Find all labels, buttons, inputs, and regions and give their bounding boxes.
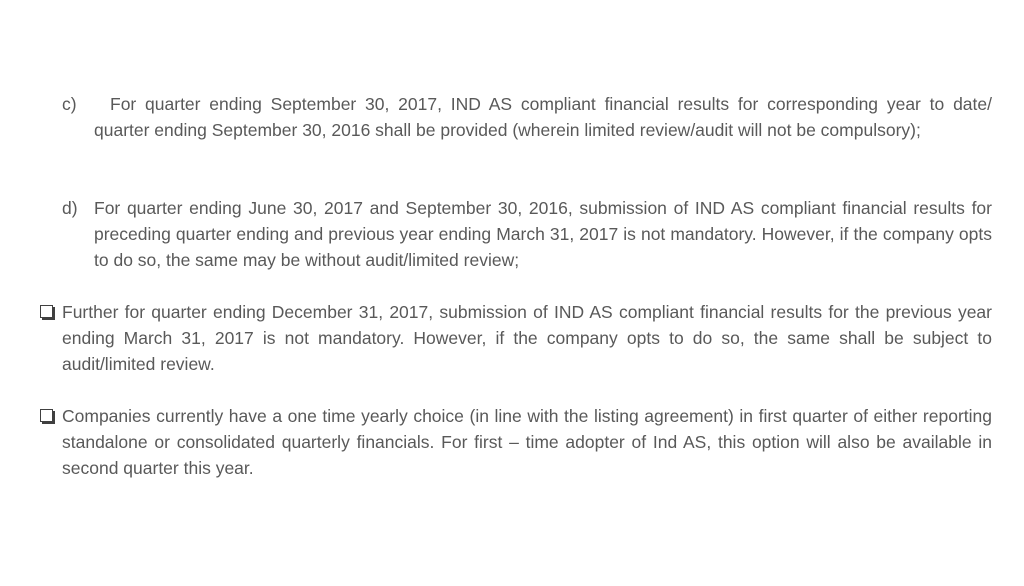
list-marker-d: d) bbox=[62, 198, 78, 218]
list-marker-c: c) bbox=[62, 94, 77, 114]
bullet-item-2 bbox=[40, 403, 992, 481]
list-item-c bbox=[62, 91, 992, 143]
list-item-d bbox=[62, 195, 992, 273]
list-item-c-text: For quarter ending September 30, 2017, IND AS compliant financial results for corresponding year to date/ quarter ending September 30, 2016 shall be provided (wherein limited review/audit will not be compulsory); bbox=[94, 94, 992, 140]
bullet-item-1-text: Further for quarter ending December 31, 2017, submission of IND AS compliant financial results for the previous year ending March 31, 2017 is not mandatory. However, if the company opts to do so, the same shall be subject to audit/limited review. bbox=[62, 302, 992, 374]
bullet-item-1 bbox=[40, 299, 992, 377]
checkbox-bullet-icon bbox=[40, 305, 53, 318]
checkbox-bullet-icon bbox=[40, 409, 53, 422]
list-item-d-text: For quarter ending June 30, 2017 and September 30, 2016, submission of IND AS compliant financial results for preceding quarter ending and previous year ending March 31, 2017 is not mandatory. However, if the company opts to do so, the same may be without audit/limited review; bbox=[94, 198, 992, 270]
bullet-item-2-text: Companies currently have a one time yearly choice (in line with the listing agreement) in first quarter of either reporting standalone or consolidated quarterly financials. For first – time adopter of Ind AS, this option will also be available in second quarter this year. bbox=[62, 406, 992, 478]
